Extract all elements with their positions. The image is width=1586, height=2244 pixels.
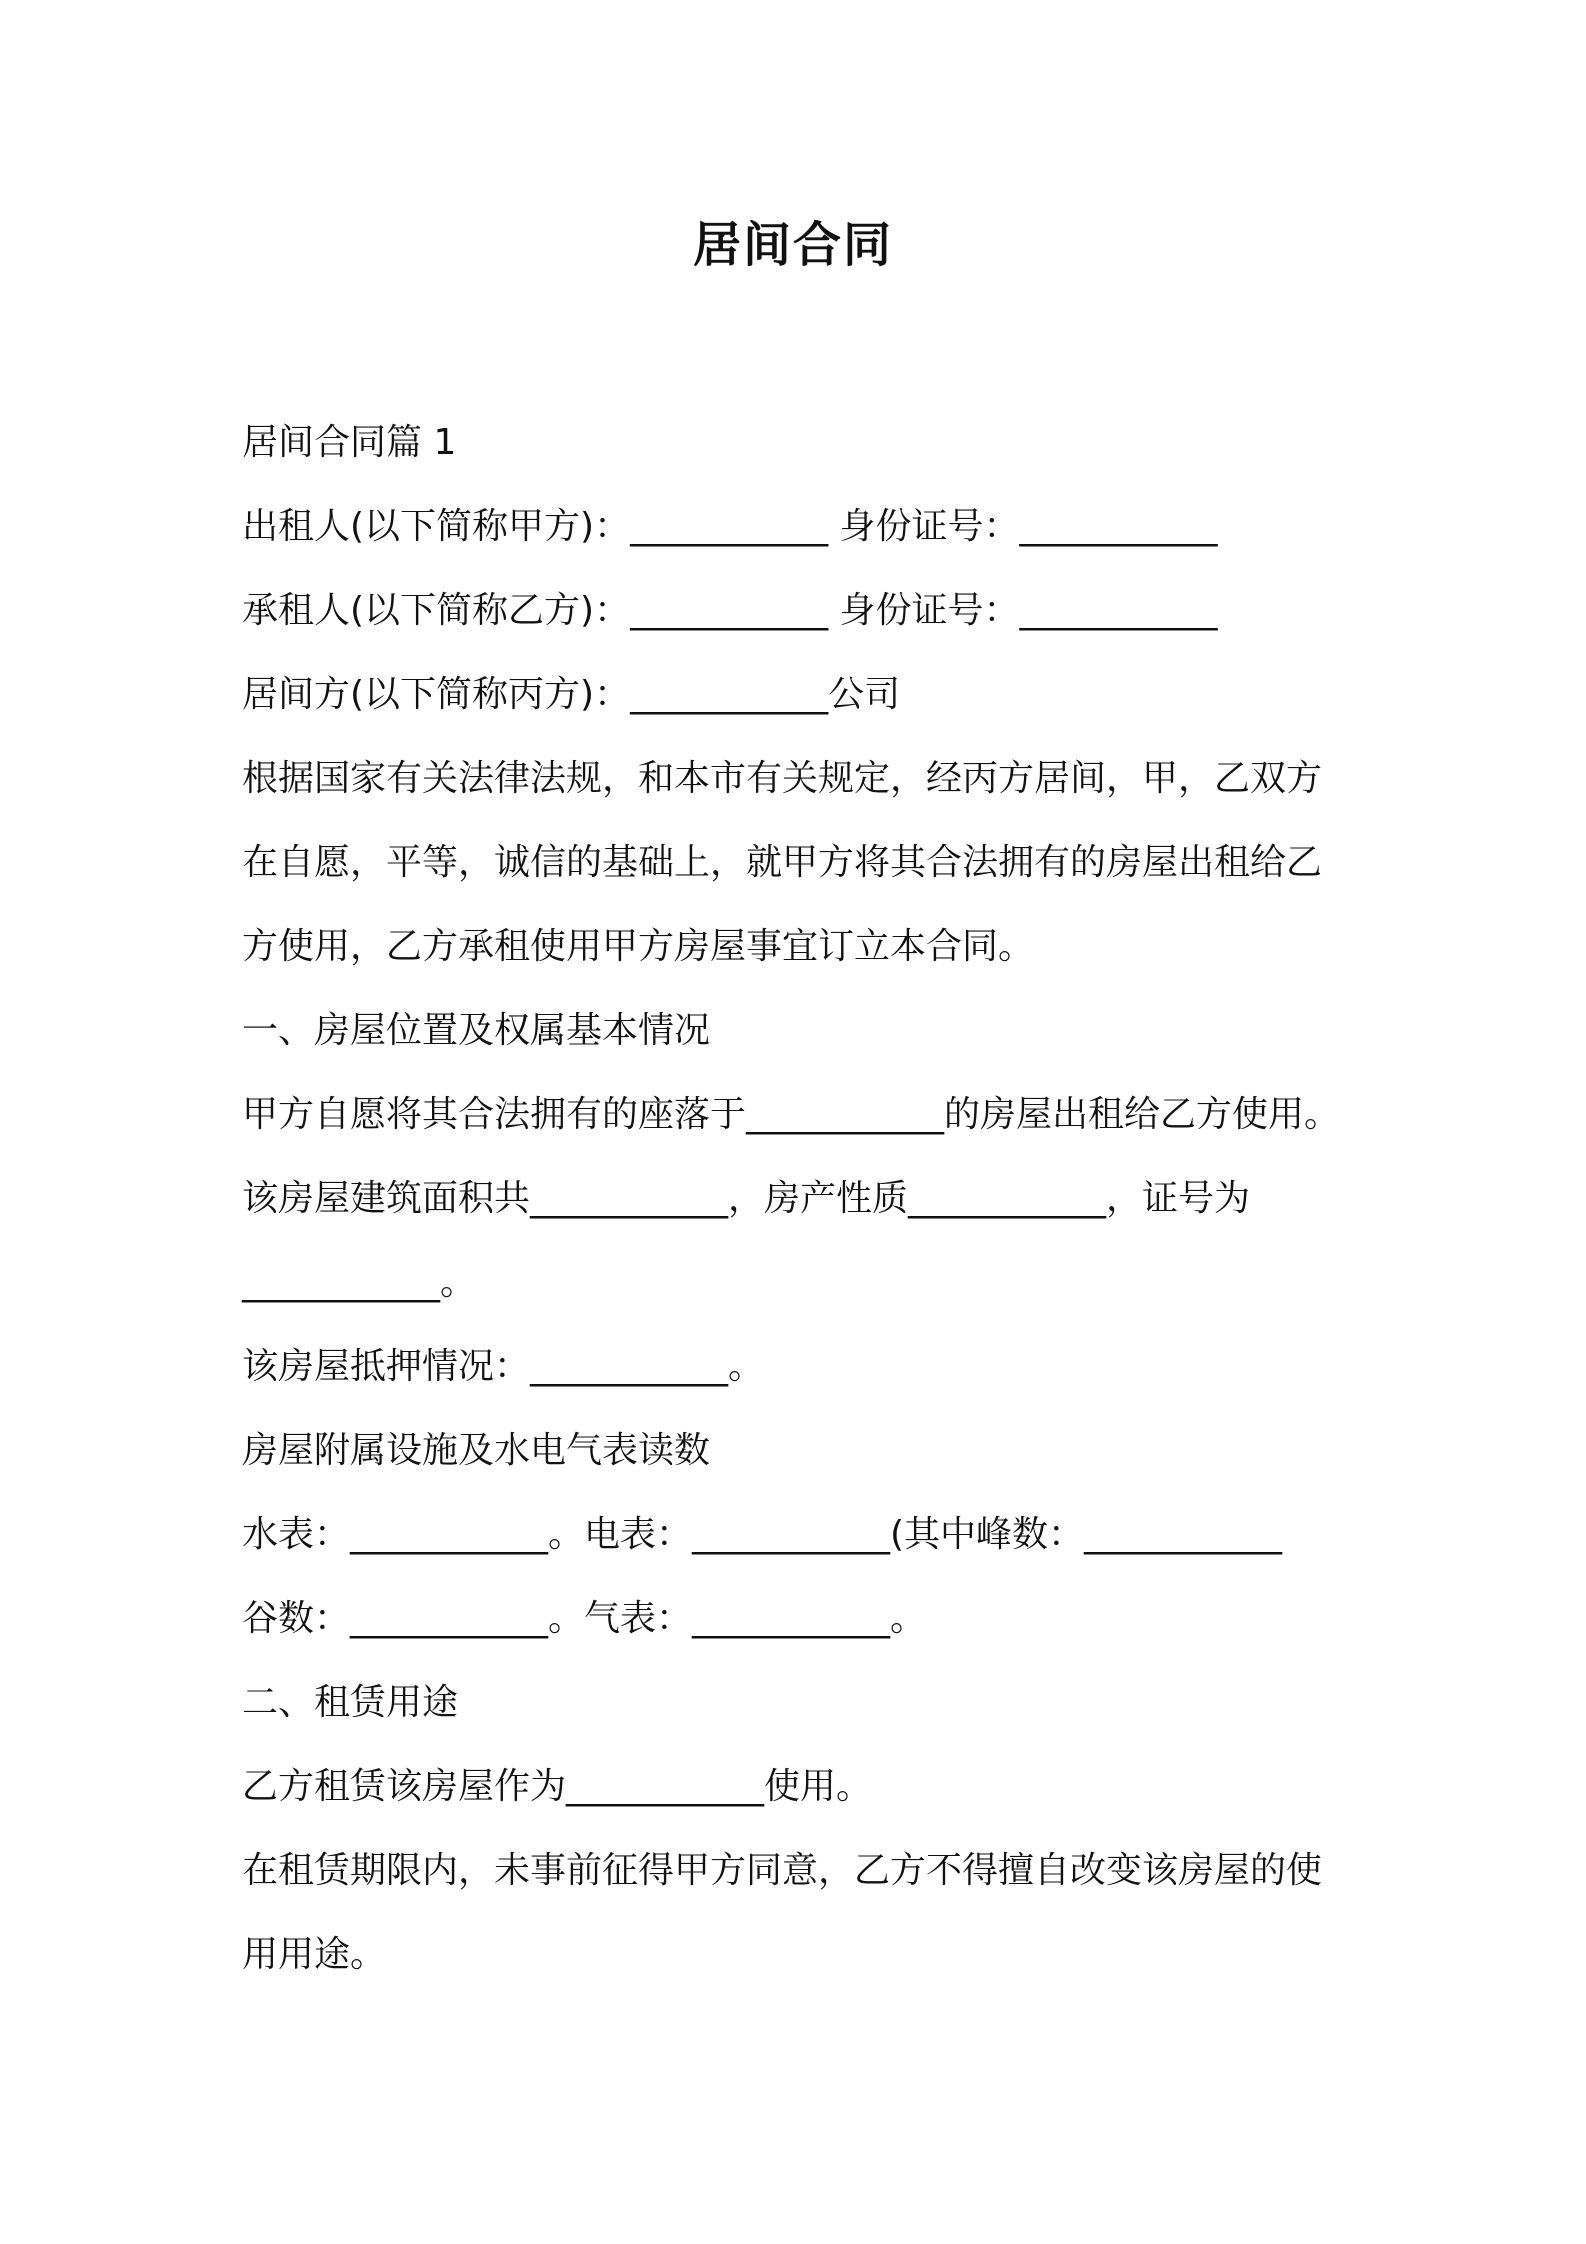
paragraph-line: 在租赁期限内，未事前征得甲方同意，乙方不得擅自改变该房屋的使: [242, 1850, 1323, 1891]
paragraph-line: 根据国家有关法律法规，和本市有关规定，经丙方居间，甲，乙双方: [242, 758, 1323, 799]
section-heading: 居间合同篇 1: [242, 422, 457, 463]
paragraph-line: 方使用，乙方承租使用甲方房屋事宜订立本合同。: [242, 926, 1035, 967]
paragraph-line: 乙方租赁该房屋作为___________使用。: [242, 1766, 873, 1807]
document-body: [242, 401, 1382, 1997]
meter-reading-line: 水表：___________。电表：___________(其中峰数：___________: [242, 1514, 1283, 1555]
lessee-line: 承租人(以下简称乙方)：___________ 身份证号：___________: [242, 590, 1218, 631]
paragraph-line: 在自愿，平等，诚信的基础上，就甲方将其合法拥有的房屋出租给乙: [242, 842, 1323, 883]
paragraph-line: ___________。: [242, 1262, 477, 1303]
clause-heading: 二、租赁用途: [242, 1682, 459, 1723]
paragraph-line: 甲方自愿将其合法拥有的座落于___________的房屋出租给乙方使用。: [242, 1094, 1341, 1135]
lessor-line: 出租人(以下简称甲方)：___________ 身份证号：___________: [242, 506, 1218, 547]
intermediary-line: 居间方(以下简称丙方)：___________公司: [242, 674, 901, 715]
meter-reading-line: 谷数：___________。气表：___________。: [242, 1598, 927, 1639]
paragraph-line: 用用途。: [242, 1934, 387, 1975]
paragraph-line: 该房屋建筑面积共___________，房产性质___________，证号为: [242, 1178, 1251, 1219]
document-title: 居间合同: [692, 217, 893, 273]
paragraph-line: 该房屋抵押情况：___________。: [242, 1346, 765, 1387]
subheading-line: 房屋附属设施及水电气表读数: [242, 1430, 711, 1471]
clause-heading: 一、房屋位置及权属基本情况: [242, 1010, 711, 1051]
